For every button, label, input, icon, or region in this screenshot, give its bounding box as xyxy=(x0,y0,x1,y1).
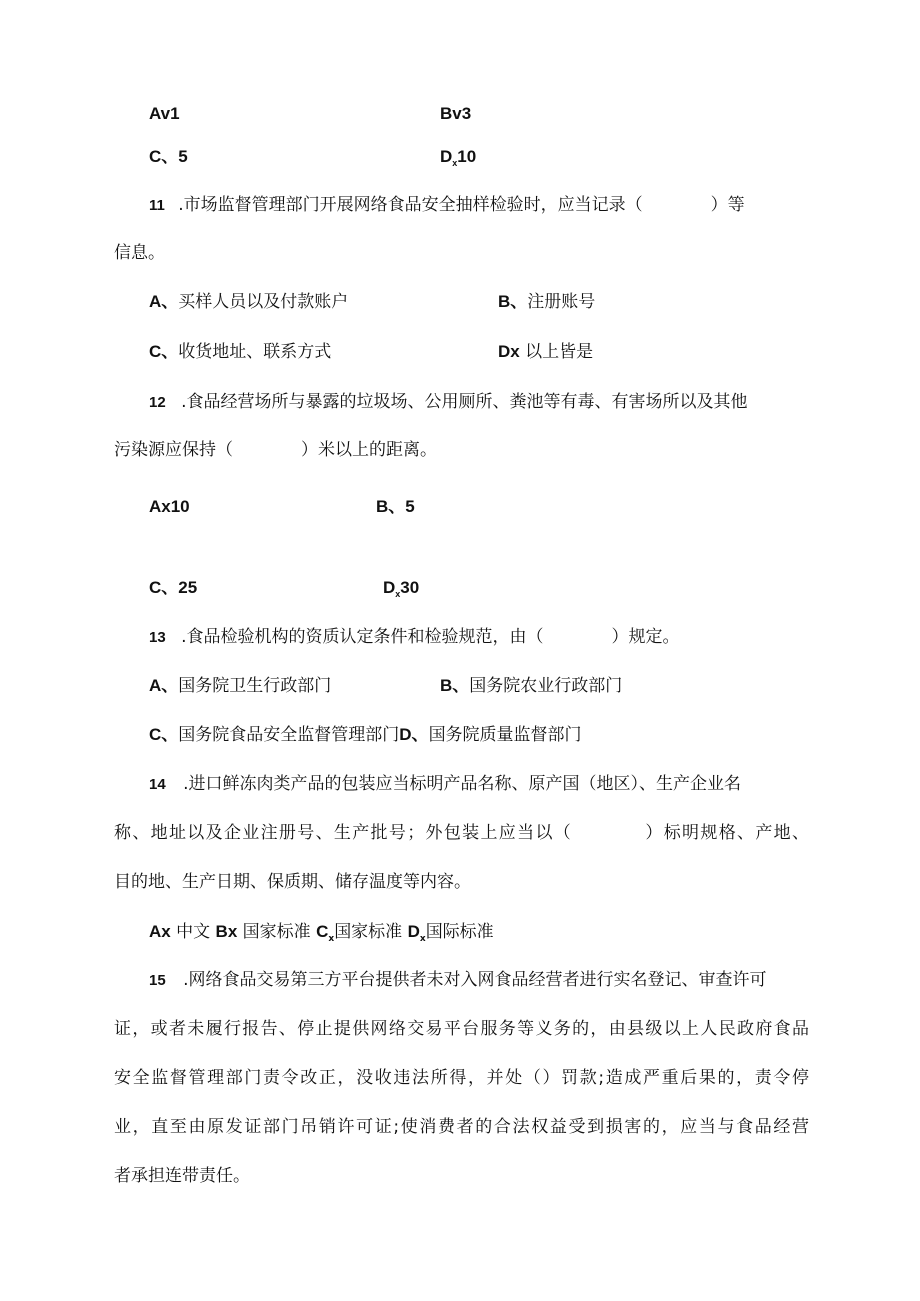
q13-option-b-label: B、 xyxy=(440,676,470,695)
q10-option-a-text: Av1 xyxy=(149,104,180,123)
q12-option-d-letter: D xyxy=(383,578,396,597)
q14-stem-line2: 称、地址以及企业注册号、生产批号；外包装上应当以（ ）标明规格、产地、 xyxy=(114,823,809,843)
q14-stem-line1 xyxy=(149,772,741,796)
q11-option-b-text: 注册账号 xyxy=(527,292,596,312)
q10-option-d-letter: D xyxy=(440,147,453,166)
q10-option-a xyxy=(149,102,180,126)
q13-option-d-label: D、 xyxy=(399,725,429,744)
q14-option-c-sub: x xyxy=(328,934,335,944)
q14-option-a-label: Ax xyxy=(149,922,171,941)
q11-stem-line1 xyxy=(149,193,745,217)
q10-option-d-sub: x xyxy=(452,158,458,168)
q11-option-d xyxy=(498,340,593,364)
q13-option-b-text: 国务院农业行政部门 xyxy=(469,676,623,696)
q15-stem-line2: 证，或者未履行报告、停止提供网络交易平台服务等义务的，由县级以上人民政府食品 xyxy=(114,1019,809,1039)
q12-number: 12 xyxy=(149,394,166,411)
q10-option-d-text: 10 xyxy=(457,147,477,166)
q11-option-d-text: 以上皆是 xyxy=(519,342,594,362)
q15-number: 15 xyxy=(149,972,166,989)
q11-option-c xyxy=(149,340,331,364)
q11-option-c-text: 收货地址、联系方式 xyxy=(178,342,332,362)
q15-stem-line5: 者承担连带责任。 xyxy=(114,1166,250,1186)
q13-option-c-label: C、 xyxy=(149,725,179,744)
q11-option-a-text: 买样人员以及付款账户 xyxy=(178,292,349,312)
q13-option-a-text: 国务院卫生行政部门 xyxy=(178,676,332,696)
q10-option-b xyxy=(440,102,471,126)
q14-option-d-text: 国际标准 xyxy=(425,922,494,942)
q11-option-c-label: C、 xyxy=(149,342,179,361)
q12-option-d-sub: x xyxy=(395,589,401,599)
q15-stem-line4: 业，直至由原发证部门吊销许可证;使消费者的合法权益受到损害的，应当与食品经营 xyxy=(114,1117,809,1137)
q14-option-b-text: 国家标准 xyxy=(237,922,317,942)
q12-option-c: C、25 xyxy=(149,578,198,597)
q13-option-d-text: 国务院质量监督部门 xyxy=(428,725,582,745)
q11-stem-line2: 信息。 xyxy=(114,243,165,263)
q11-stem-line1-text: .市场监督管理部门开展网络食品安全抽样检验时，应当记录（ ）等 xyxy=(178,195,745,215)
q11-option-b-label: B、 xyxy=(498,292,528,311)
q13-option-b xyxy=(440,674,622,698)
q13-option-c-text: 国务院食品安全监督管理部门 xyxy=(178,725,400,745)
q13-stem-line1-text: .食品检验机构的资质认定条件和检验规范，由（ ）规定。 xyxy=(181,627,680,647)
q11-number: 11 xyxy=(149,197,165,214)
q12-option-b: B、5 xyxy=(376,497,415,516)
q12-option-a: Ax10 xyxy=(149,497,190,516)
q11-option-d-label: Dx xyxy=(498,342,520,361)
q14-option-b-label: Bx xyxy=(215,922,238,941)
q13-stem-line1 xyxy=(149,625,680,649)
q13-option-a xyxy=(149,674,331,698)
q15-stem-line1-text: .网络食品交易第三方平台提供者未对入网食品经营者进行实名登记、审查许可 xyxy=(183,970,767,990)
q15-stem-line1 xyxy=(149,968,767,992)
q10-option-c-text: C、5 xyxy=(149,147,188,166)
q13-option-cd xyxy=(149,723,582,747)
q10-option-c xyxy=(149,145,188,169)
q12-stem-line1 xyxy=(149,390,748,414)
q14-option-a-text: 中文 xyxy=(170,922,216,942)
q14-option-d-letter: D xyxy=(407,922,420,941)
q12-option-d-text: 30 xyxy=(400,578,420,597)
q14-option-c-letter: C xyxy=(316,922,329,941)
q14-stem-line1-text: .进口鲜冻肉类产品的包装应当标明产品名称、原产国（地区）、生产企业名 xyxy=(183,774,741,794)
q14-stem-line3: 目的地、生产日期、保质期、储存温度等内容。 xyxy=(114,872,471,892)
q12-stem-line2: 污染源应保持（ ）米以上的距离。 xyxy=(114,440,437,460)
q14-options xyxy=(149,920,494,944)
q14-option-d-sub: x xyxy=(419,934,426,944)
q13-number: 13 xyxy=(149,629,166,646)
q11-option-a-label: A、 xyxy=(149,292,179,311)
q10-option-d xyxy=(440,145,476,169)
q11-option-b xyxy=(498,290,595,314)
q11-option-a xyxy=(149,290,348,314)
q12-option-d xyxy=(383,576,419,600)
q12-stem-line1-text: .食品经营场所与暴露的垃圾场、公用厕所、粪池等有毒、有害场所以及其他 xyxy=(181,392,748,412)
q14-option-c-text: 国家标准 xyxy=(334,922,408,942)
q14-number: 14 xyxy=(149,776,166,793)
q15-stem-line3: 安全监督管理部门责令改正，没收违法所得，并处（）罚款;造成严重后果的，责令停 xyxy=(114,1068,809,1088)
q10-option-b-text: Bv3 xyxy=(440,104,472,123)
q13-option-a-label: A、 xyxy=(149,676,179,695)
